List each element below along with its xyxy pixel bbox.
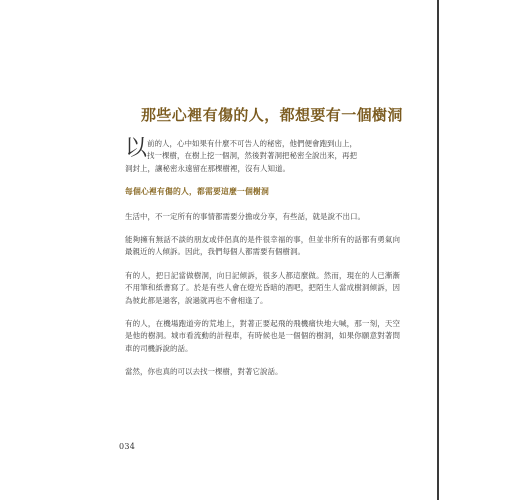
paragraph-1: 生活中，不一定所有的事情都需要分擔或分享，有些話，就是說不出口。 [125,211,365,221]
intro-paragraph [125,138,400,175]
section-subheading: 每個心裡有傷的人，都需要這麼一個樹洞 [125,187,269,197]
paragraph-3: 有的人，把日記當做樹洞，向日記傾訴，很多人都這麼做。然而，現在的人已漸漸不用筆和紙書寫了。於是有些人會在燈光昏暗的酒吧，把陌生人當成樹洞傾訴，因為彼此都是過客，說過就再也不會相逢了。 [125,270,400,305]
page-number: 034 [119,442,136,451]
intro-line-2: 找一棵樹，在樹上挖一個洞，然後對著洞把秘密全說出來，再把 [147,151,357,161]
chapter-title: 那些心裡有傷的人，都想要有一個樹洞 [141,106,403,124]
paragraph-5: 當然，你也真的可以去找一棵樹，對著它說話。 [125,367,283,377]
drop-cap: 以 [125,136,148,161]
paragraph-4: 有的人，在機場跑道旁的荒地上，對著正要起飛的飛機痛快地大喊，那一刻，天空是他的樹洞。城市看流動的計程車，有時候也是一個個的樹洞，如果你願意對著問車的司機訴說的話。 [125,319,400,353]
body-text [125,138,400,390]
intro-line-1: 前的人，心中如果有什麼不可告人的秘密，他們便會跑到山上， [147,139,357,148]
intro-line-3: 洞封上，讓秘密永遠留在那棵樹裡，沒有人知道。 [125,163,290,173]
paragraph-2: 能夠擁有無話不談的朋友或伴侶真的是件很幸福的事，但並非所有的話都有勇氣向最親近的人傾訴。因此，我們每個人都需要有個樹洞。 [125,235,400,257]
adjacent-page-margin [439,0,520,500]
